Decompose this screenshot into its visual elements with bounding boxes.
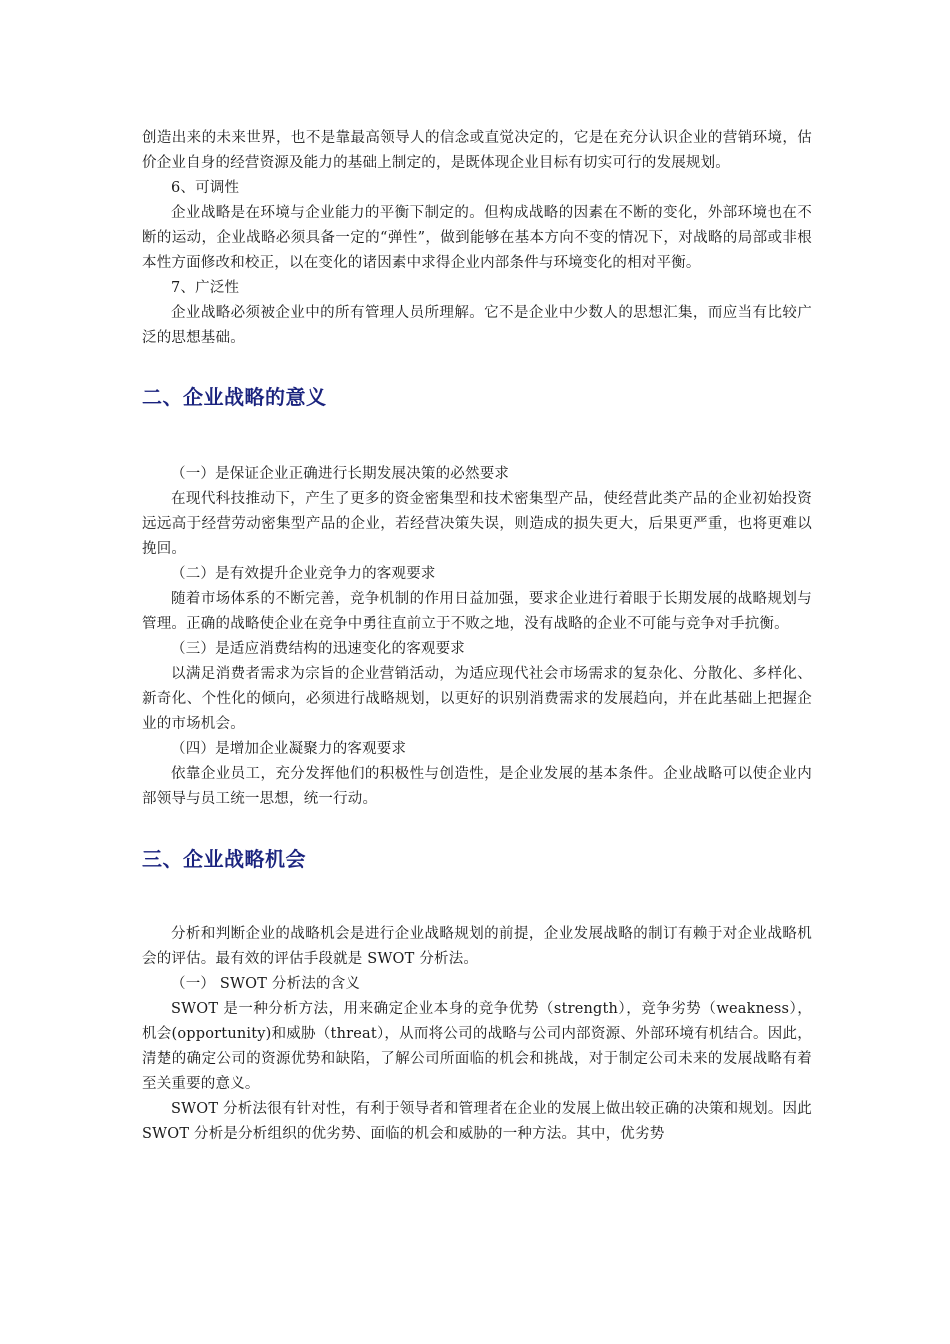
body-paragraph: SWOT 是一种分析方法，用来确定企业本身的竞争优势（strength），竞争劣势（weakness），机会(opportunity)和威胁（threat），从而将公司的战略与公司内部资源、外部环境有机结合。因此，清楚的确定公司的资源优势和缺陷，了解公司所面临的机会和挑战，对于制定公司未来的发展战略有着至关重要的意义。	[142, 1001, 812, 1092]
subheading-paragraph: （一）是保证企业正确进行长期发展决策的必然要求	[171, 466, 510, 482]
body-paragraph: 企业战略是在环境与企业能力的平衡下制定的。但构成战略的因素在不断的变化，外部环境也在不断的运动，企业战略必须具备一定的“弹性”，做到能够在基本方向不变的情况下，对战略的局部或非根本性方面修改和校正，以在变化的诸因素中求得企业内部条件与环境变化的相对平衡。	[142, 205, 812, 271]
subheading-paragraph: （四）是增加企业凝聚力的客观要求	[171, 741, 407, 757]
section-block-3	[142, 922, 812, 1147]
section-heading-2: 二、企业战略的意义	[142, 385, 327, 409]
subheading-paragraph: （二）是有效提升企业竞争力的客观要求	[171, 566, 436, 582]
body-paragraph: 以满足消费者需求为宗旨的企业营销活动，为适应现代社会市场需求的复杂化、分散化、多样化、新奇化、个性化的倾向，必须进行战略规划，以更好的识别消费需求的发展趋向，并在此基础上把握企业的市场机会。	[142, 666, 812, 732]
body-paragraph: 分析和判断企业的战略机会是进行企业战略规划的前提，企业发展战略的制订有赖于对企业战略机会的评估。最有效的评估手段就是 SWOT 分析法。	[142, 926, 812, 967]
section-block-2	[142, 462, 812, 812]
body-paragraph: 企业战略必须被企业中的所有管理人员所理解。它不是企业中少数人的思想汇集，而应当有比较广泛的思想基础。	[142, 305, 812, 346]
subheading-paragraph: 6、可调性	[171, 180, 240, 196]
subheading-paragraph: 7、广泛性	[171, 280, 240, 296]
body-paragraph: 依靠企业员工，充分发挥他们的积极性与创造性，是企业发展的基本条件。企业战略可以使企业内部领导与员工统一思想，统一行动。	[142, 766, 812, 807]
body-paragraph: 创造出来的未来世界，也不是靠最高领导人的信念或直觉决定的，它是在充分认识企业的营销环境，估价企业自身的经营资源及能力的基础上制定的，是既体现企业目标有切实可行的发展规划。	[142, 130, 812, 171]
section-heading-3: 三、企业战略机会	[142, 847, 306, 871]
body-paragraph: SWOT 分析法很有针对性，有利于领导者和管理者在企业的发展上做出较正确的决策和规划。因此 SWOT 分析是分析组织的优劣势、面临的机会和威胁的一种方法。其中，优劣势	[142, 1101, 812, 1142]
body-paragraph: 随着市场体系的不断完善，竞争机制的作用日益加强，要求企业进行着眼于长期发展的战略规划与管理。正确的战略使企业在竞争中勇往直前立于不败之地，没有战略的企业不可能与竞争对手抗衡。	[142, 591, 812, 632]
subheading-paragraph: （一） SWOT 分析法的含义	[171, 976, 361, 992]
subheading-paragraph: （三）是适应消费结构的迅速变化的客观要求	[171, 641, 465, 657]
document-page	[142, 126, 812, 1147]
body-paragraph: 在现代科技推动下，产生了更多的资金密集型和技术密集型产品，使经营此类产品的企业初始投资远远高于经营劳动密集型产品的企业，若经营决策失误，则造成的损失更大，后果更严重，也将更难以挽回。	[142, 491, 812, 557]
section-block-1	[142, 126, 812, 351]
